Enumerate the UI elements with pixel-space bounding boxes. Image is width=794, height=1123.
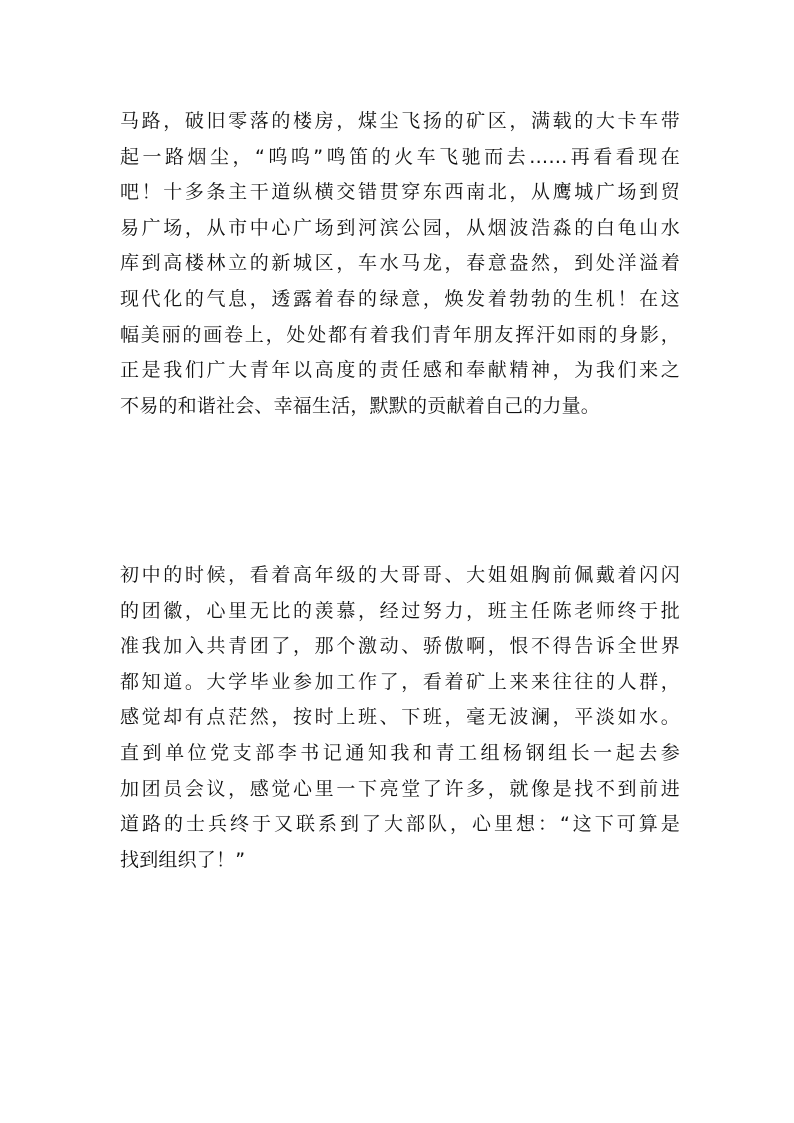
text-line: 直到单位党支部李书记通知我和青工组杨钢组长一起去参 [120, 741, 680, 764]
text-line: 起一路烟尘，“呜呜”鸣笛的火车飞驰而去……再看看现在 [120, 145, 680, 168]
text-line: 易广场，从市中心广场到河滨公园，从烟波浩淼的白龟山水 [120, 216, 680, 239]
text-line: 感觉却有点茫然，按时上班、下班，毫无波澜，平淡如水。 [120, 706, 680, 729]
paragraph-city-changes [120, 104, 680, 424]
text-line: 马路，破旧零落的楼房，煤尘飞扬的矿区，满载的大卡车带 [120, 110, 680, 132]
text-line: 加团员会议，感觉心里一下亮堂了许多，就像是找不到前进 [120, 777, 680, 800]
text-line: 库到高楼林立的新城区，车水马龙，春意盎然，到处洋溢着 [120, 252, 680, 275]
text-line: 吧！十多条主干道纵横交错贯穿东西南北，从鹰城广场到贸 [120, 181, 680, 204]
text-line: 幅美丽的画卷上，处处都有着我们青年朋友挥汗如雨的身影， [120, 323, 680, 346]
text-line: 不易的和谐社会、幸福生活，默默的贡献着自己的力量。 [120, 394, 601, 417]
text-line: 的团徽，心里无比的羡慕，经过努力，班主任陈老师终于批 [120, 599, 680, 622]
text-line: 都知道。大学毕业参加工作了，看着矿上来来往往的人群， [120, 670, 680, 693]
text-line: 准我加入共青团了，那个激动、骄傲啊，恨不得告诉全世界 [120, 635, 680, 658]
text-line: 道路的士兵终于又联系到了大部队，心里想：“这下可算是 [120, 813, 680, 836]
paragraph-youth-league-memory [120, 558, 680, 878]
text-line: 现代化的气息，透露着春的绿意，焕发着勃勃的生机！在这 [120, 287, 680, 310]
text-line: 找到组织了！” [120, 848, 246, 871]
text-line: 初中的时候，看着高年级的大哥哥、大姐姐胸前佩戴着闪闪 [120, 564, 680, 586]
text-line: 正是我们广大青年以高度的责任感和奉献精神，为我们来之 [120, 359, 680, 382]
